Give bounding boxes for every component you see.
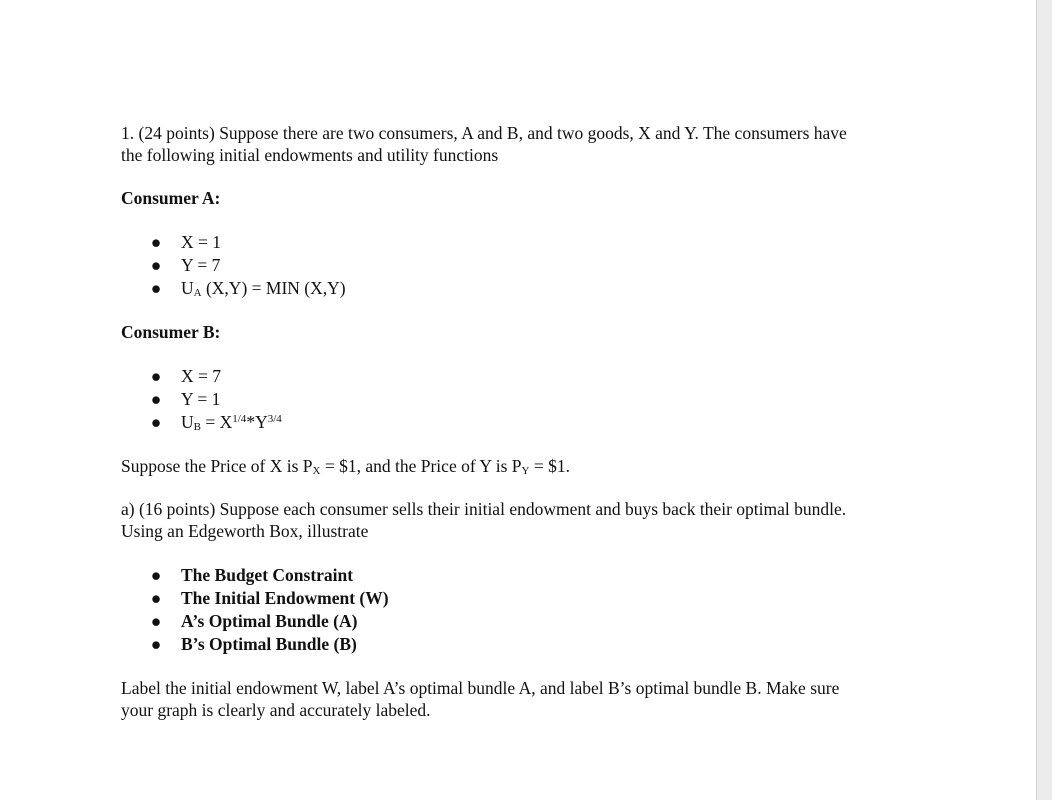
part-a-line-2: Using an Edgeworth Box, illustrate <box>121 521 369 541</box>
question-line-2: the following initial endowments and utility functions <box>121 145 499 165</box>
closing-line-1: Label the initial endowment W, label A’s optimal bundle A, and label B’s optimal bundle B. Make sure <box>121 678 840 698</box>
bullet-icon: ● <box>150 588 162 608</box>
bullet-icon: ● <box>150 611 162 631</box>
scrollbar-track[interactable] <box>1036 0 1052 800</box>
closing-line-2: your graph is clearly and accurately labeled. <box>121 700 431 720</box>
bullet-icon: ● <box>150 634 162 654</box>
part-a-line-1: a) (16 points) Suppose each consumer sells their initial endowment and buys back their optimal bundle. <box>121 499 847 519</box>
part-a-item-a-bundle: A’s Optimal Bundle (A) <box>181 611 358 631</box>
consumer-b-x: X = 7 <box>181 366 222 386</box>
part-a-item-b-bundle: B’s Optimal Bundle (B) <box>181 634 357 654</box>
prices-statement: Suppose the Price of X is $P_X$ = $1, and the Price of Y is $P_Y$ = $1. <box>121 456 570 477</box>
bullet-icon: ● <box>150 278 162 298</box>
bullet-icon: ● <box>150 389 162 409</box>
bullet-icon: ● <box>150 232 162 252</box>
consumer-b-y: Y = 1 <box>181 389 221 409</box>
consumer-a-x: X = 1 <box>181 232 222 252</box>
consumer-b-heading: Consumer B: <box>121 322 221 342</box>
bullet-icon: ● <box>150 412 162 432</box>
consumer-a-y: Y = 7 <box>181 255 221 275</box>
part-a-item-endowment: The Initial Endowment (W) <box>181 588 389 608</box>
consumer-b-utility: $U_B = X^{1/4}*Y^{3/4}$ <box>181 412 282 433</box>
consumer-a-heading: Consumer A: <box>121 188 221 208</box>
bullet-icon: ● <box>150 255 162 275</box>
question-line-1: 1. (24 points) Suppose there are two consumers, A and B, and two goods, X and Y. The consumers have <box>121 123 847 143</box>
bullet-icon: ● <box>150 366 162 386</box>
consumer-a-utility: $U_A$ (X,Y) = MIN (X,Y) <box>181 278 346 299</box>
bullet-icon: ● <box>150 565 162 585</box>
part-a-item-budget: The Budget Constraint <box>181 565 354 585</box>
